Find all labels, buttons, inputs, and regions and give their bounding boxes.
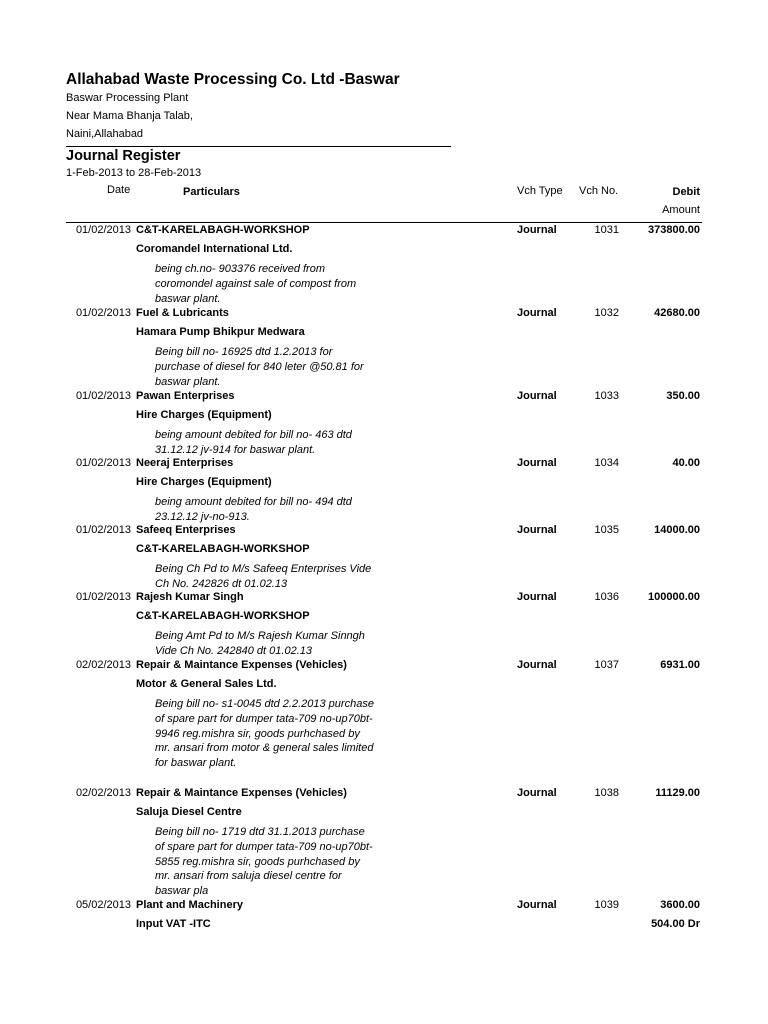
narration-line: purchase of diesel for 840 leter @50.81 for	[155, 360, 364, 373]
narration-line: baswar plant.	[155, 292, 221, 305]
entry-date: 01/02/2013	[75, 591, 131, 603]
entry-vch-no: 1036	[594, 591, 619, 603]
entry-debit: 373800.00	[648, 224, 700, 236]
narration-line: of spare part for dumper tata-709 no-up70bt-	[155, 840, 373, 853]
entry-account: Neeraj Enterprises	[136, 457, 234, 469]
entry-vch-no: 1035	[594, 524, 619, 536]
narration-line: being amount debited for bill no- 463 dtd	[155, 429, 352, 441]
entry-vch-type: Journal	[517, 591, 557, 603]
narration-line: Being Amt Pd to M/s Rajesh Kumar Sinngh	[155, 630, 365, 642]
entry-vch-type: Journal	[517, 307, 557, 319]
journal-entry	[0, 591, 768, 657]
entry-date: 02/02/2013	[75, 659, 131, 671]
entry-debit: 40.00	[672, 457, 700, 469]
journal-entry	[0, 457, 768, 523]
entry-date: 01/02/2013	[75, 457, 131, 469]
entry-account: Repair & Maintance Expenses (Vehicles)	[136, 659, 347, 671]
entry-vch-type: Journal	[517, 659, 557, 671]
entry-debit: 11129.00	[655, 787, 700, 799]
narration-line: 31.12.12 jv-914 for baswar plant.	[155, 443, 316, 456]
entry-debit: 100000.00	[648, 591, 700, 603]
entry-vch-type: Journal	[517, 390, 557, 402]
entry-sub-account: Hire Charges (Equipment)	[136, 476, 272, 488]
narration-line: Being bill no- s1-0045 dtd 2.2.2013 purchase	[155, 698, 374, 710]
entry-narration	[155, 262, 356, 306]
narration-line: being ch.no- 903376 received from	[155, 263, 325, 275]
journal-entry	[0, 524, 768, 590]
entry-account: Pawan Enterprises	[136, 390, 235, 402]
entry-sub-account: Motor & General Sales Ltd.	[136, 678, 277, 690]
entry-vch-no: 1039	[594, 899, 619, 911]
entry-sub-account: Hamara Pump Bhikpur Medwara	[136, 326, 305, 338]
header-divider	[66, 222, 702, 223]
narration-line: 23.12.12 jv-no-913.	[155, 510, 250, 523]
entry-vch-no: 1037	[594, 659, 619, 671]
entry-account: C&T-KARELABAGH-WORKSHOP	[136, 224, 310, 236]
entry-account: Repair & Maintance Expenses (Vehicles)	[136, 787, 347, 799]
entry-date: 01/02/2013	[75, 224, 131, 236]
entry-narration	[155, 562, 371, 592]
entry-debit: 350.00	[666, 390, 700, 402]
entry-debit: 42680.00	[654, 307, 700, 319]
narration-line: Being Ch Pd to M/s Safeeq Enterprises Vide	[155, 563, 372, 575]
narration-line: of spare part for dumper tata-709 no-up70bt-	[155, 712, 373, 725]
entry-debit: 14000.00	[654, 524, 700, 536]
entry-narration	[155, 697, 374, 771]
entry-vch-type: Journal	[517, 524, 557, 536]
entry-vch-type: Journal	[517, 457, 557, 469]
narration-line: Being bill no- 1719 dtd 31.1.2013 purchase	[155, 826, 365, 838]
col-header-particulars: Particulars	[183, 186, 240, 198]
address-line-1: Baswar Processing Plant	[66, 92, 189, 104]
journal-entry	[0, 390, 768, 456]
narration-line: Being bill no- 16925 dtd 1.2.2013 for	[155, 346, 333, 358]
narration-line: Ch No. 242826 dt 01.02.13	[155, 577, 288, 590]
narration-line: 9946 reg.mishra sir, goods purhchased by	[155, 727, 360, 740]
entry-sub-account: Hire Charges (Equipment)	[136, 409, 272, 421]
journal-entry	[0, 787, 768, 898]
narration-line: mr. ansari from saluja diesel centre for	[155, 870, 342, 883]
entry-account: Fuel & Lubricants	[136, 307, 229, 319]
company-name: Allahabad Waste Processing Co. Ltd -Baswar	[66, 71, 400, 88]
entry-narration	[155, 629, 365, 659]
entry-sub-account: C&T-KARELABAGH-WORKSHOP	[136, 543, 310, 555]
entry-vch-no: 1034	[594, 457, 619, 469]
entry-sub-amount: 504.00 Dr	[651, 918, 700, 930]
journal-entry	[0, 307, 768, 388]
entry-vch-no: 1038	[594, 787, 619, 799]
col-header-amount: Amount	[662, 204, 700, 216]
entry-debit: 6931.00	[660, 659, 700, 671]
entry-sub-account: Coromandel International Ltd.	[136, 243, 293, 255]
report-title: Journal Register	[66, 148, 181, 164]
entry-account: Plant and Machinery	[136, 899, 243, 911]
entry-sub-account: C&T-KARELABAGH-WORKSHOP	[136, 610, 310, 622]
entry-date: 02/02/2013	[75, 787, 131, 799]
entry-date: 01/02/2013	[75, 390, 131, 402]
address-line-3: Naini,Allahabad	[66, 128, 144, 140]
entry-vch-no: 1031	[594, 224, 619, 236]
entry-vch-no: 1032	[594, 307, 619, 319]
col-header-vch-no: Vch No.	[579, 185, 619, 197]
address-line-2: Near Mama Bhanja Talab,	[66, 110, 193, 122]
title-divider	[66, 146, 451, 147]
narration-line: baswar plant.	[155, 375, 221, 388]
entry-date: 05/02/2013	[75, 899, 131, 911]
entry-vch-type: Journal	[517, 899, 557, 911]
entry-vch-type: Journal	[517, 787, 557, 799]
journal-entry	[0, 224, 768, 305]
entry-narration	[155, 428, 352, 458]
entry-vch-no: 1033	[594, 390, 619, 402]
entry-narration	[155, 495, 352, 525]
narration-line: coromondel against sale of compost from	[155, 277, 357, 290]
entry-debit: 3600.00	[660, 899, 700, 911]
narration-line: for baswar plant.	[155, 757, 237, 770]
entry-date: 01/02/2013	[75, 307, 131, 319]
entry-sub-account: Saluja Diesel Centre	[136, 806, 242, 818]
report-period: 1-Feb-2013 to 28-Feb-2013	[66, 167, 202, 179]
col-header-vch-type: Vch Type	[517, 185, 563, 197]
narration-line: 5855 reg.mishra sir, goods purhchased by	[155, 855, 360, 868]
entry-sub-account: Input VAT -ITC	[136, 918, 211, 930]
entry-date: 01/02/2013	[75, 524, 131, 536]
entry-account: Rajesh Kumar Singh	[136, 591, 244, 603]
col-header-date: Date	[107, 184, 131, 196]
entry-vch-type: Journal	[517, 224, 557, 236]
entry-account: Safeeq Enterprises	[136, 524, 236, 536]
journal-entry	[0, 899, 768, 930]
narration-line: Vide Ch No. 242840 dt 01.02.13	[155, 644, 312, 657]
col-header-debit: Debit	[672, 186, 700, 198]
narration-line: being amount debited for bill no- 494 dtd	[155, 496, 352, 508]
entry-narration	[155, 825, 373, 899]
journal-entry	[0, 659, 768, 770]
entry-narration	[155, 345, 364, 389]
narration-line: baswar pla	[155, 885, 209, 898]
narration-line: mr. ansari from motor & general sales limited	[155, 742, 374, 755]
